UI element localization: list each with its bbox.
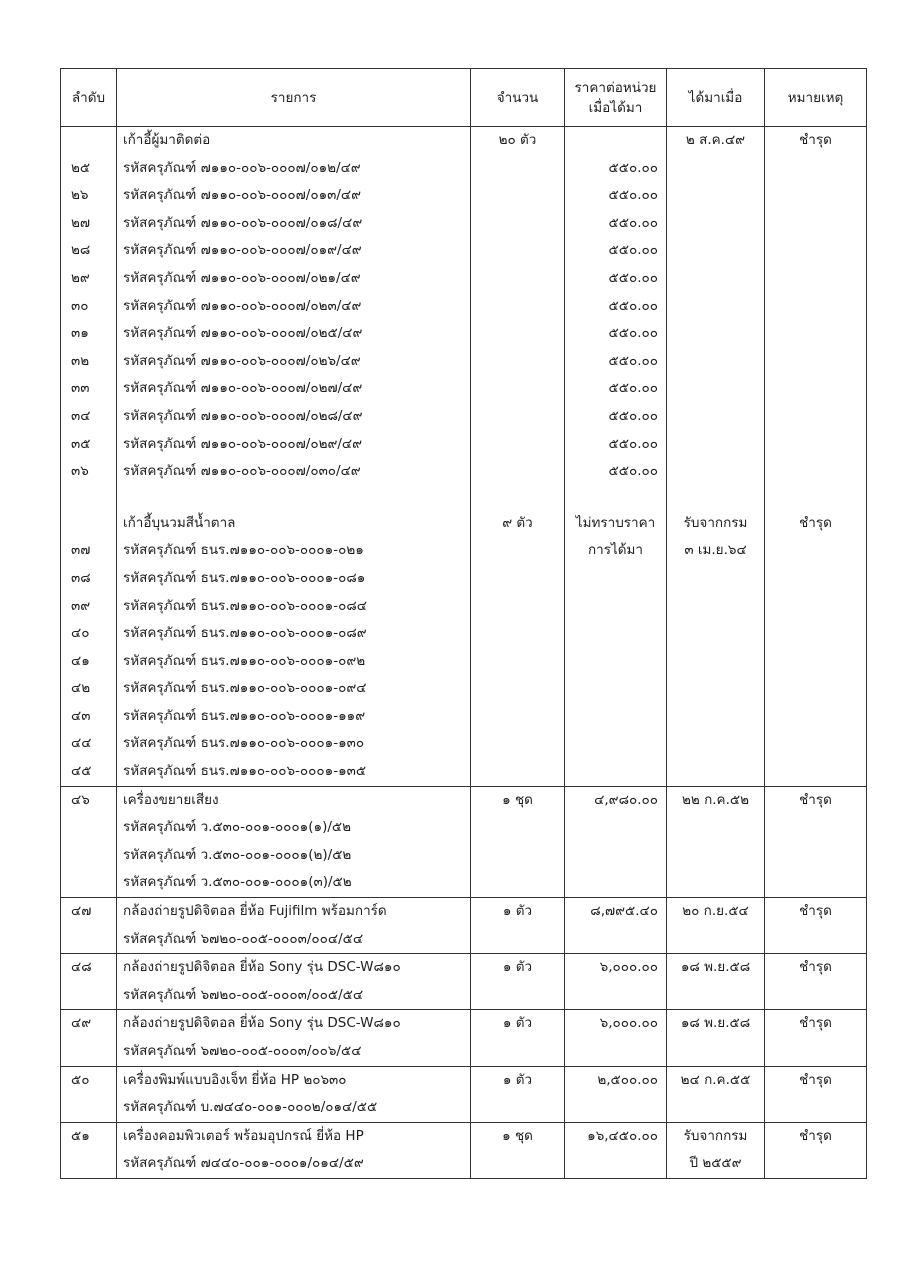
header-item: รายการ (117, 69, 471, 127)
item-description-line: รหัสครุภัณฑ์ ๗๑๑๐-๐๐๖-๐๐๐๗/๐๑๓/๔๙ (123, 187, 362, 204)
row-number-line: ๓๗ (71, 542, 91, 559)
unit-price-line: ๔,๙๘๐.๐๐ (594, 791, 658, 808)
remark-cell (765, 127, 867, 510)
acquired-date-cell (667, 1010, 765, 1066)
quantity-cell (471, 1010, 565, 1066)
item-description-line: รหัสครุภัณฑ์ ๗๑๑๐-๐๐๖-๐๐๐๗/๐๒๘/๔๙ (123, 407, 363, 424)
unit-price-line: ๖,๐๐๐.๐๐ (599, 1015, 658, 1032)
acquired-date-line: ๑๘ พ.ย.๕๘ (680, 1015, 751, 1032)
row-number-line: ๔๘ (71, 959, 92, 976)
row-number-line: ๕๐ (71, 1071, 90, 1088)
row-number-line (61, 510, 116, 538)
unit-price-line: ๑๖,๔๕๐.๐๐ (587, 1127, 658, 1144)
remark-cell (765, 1066, 867, 1122)
item-description-line: รหัสครุภัณฑ์ ธนร.๗๑๑๐-๐๐๖-๐๐๐๑-๐๙๒ (123, 652, 366, 669)
unit-price-cell (565, 1066, 667, 1122)
inventory-table (60, 68, 867, 1179)
remark-cell (765, 1122, 867, 1178)
item-description-line: รหัสครุภัณฑ์ ว.๕๓๐-๐๐๑-๐๐๐๑(๓)/๕๒ (123, 874, 352, 891)
unit-price-line: ๕๕๐.๐๐ (608, 187, 658, 204)
item-description-line: รหัสครุภัณฑ์ บ.๗๔๔๐-๐๐๑-๐๐๐๒/๐๑๔/๕๕ (123, 1099, 378, 1116)
unit-price-line: ๕๕๐.๐๐ (608, 463, 658, 480)
quantity-cell (471, 1122, 565, 1178)
row-number-line: ๒๙ (71, 269, 90, 286)
item-description-line: รหัสครุภัณฑ์ ๖๗๒๐-๐๐๕-๐๐๐๓/๐๐๕/๕๔ (123, 986, 364, 1003)
acquired-date-cell (667, 954, 765, 1010)
item-description-line: รหัสครุภัณฑ์ ๗๑๑๐-๐๐๖-๐๐๐๗/๐๒๙/๔๙ (123, 435, 363, 452)
header-price-line1: ราคาต่อหน่วย (574, 79, 657, 96)
unit-price-cell (565, 898, 667, 954)
table-row (61, 954, 867, 1010)
item-description-cell (117, 1010, 471, 1066)
remark-cell (765, 898, 867, 954)
quantity-line: ๑ ตัว (502, 959, 533, 976)
remark-line: ชำรุด (799, 1015, 832, 1032)
row-number-line: ๔๒ (71, 680, 91, 697)
table-row (61, 1066, 867, 1122)
acquired-date-line: ๑๘ พ.ย.๕๘ (680, 959, 751, 976)
row-number-cell (61, 786, 117, 897)
unit-price-line: ๕๕๐.๐๐ (608, 242, 658, 259)
item-description-cell (117, 786, 471, 897)
unit-price-line: ๕๕๐.๐๐ (608, 159, 658, 176)
item-description-cell (117, 954, 471, 1010)
item-description-cell (117, 1122, 471, 1178)
unit-price-cell (565, 1122, 667, 1178)
remark-cell (765, 1010, 867, 1066)
quantity-line: ๑ ตัว (502, 1071, 533, 1088)
row-number-line: ๓๓ (71, 380, 90, 397)
remark-line: ชำรุด (799, 1071, 832, 1088)
row-number-line: ๔๖ (71, 791, 90, 808)
unit-price-cell (565, 510, 667, 786)
item-description-line: รหัสครุภัณฑ์ ธนร.๗๑๑๐-๐๐๖-๐๐๐๑-๑๓๕ (123, 763, 367, 780)
item-description-cell (117, 127, 471, 510)
quantity-line: ๒๐ ตัว (498, 132, 537, 148)
unit-price-line: ๕๕๐.๐๐ (608, 269, 658, 286)
table-body (61, 127, 867, 1179)
quantity-cell (471, 954, 565, 1010)
table-row (61, 127, 867, 510)
row-number-cell (61, 1122, 117, 1178)
quantity-cell (471, 510, 565, 786)
acquired-date-line: ๒๒ ก.ค.๕๒ (682, 791, 749, 808)
item-description-line: รหัสครุภัณฑ์ ธนร.๗๑๑๐-๐๐๖-๐๐๐๑-๐๘๑ (123, 569, 366, 586)
row-number-cell (61, 1010, 117, 1066)
row-number-cell (61, 510, 117, 786)
unit-price-line: ๘,๗๙๕.๔๐ (590, 903, 658, 920)
item-description-line: กล้องถ่ายรูปดิจิตอล ยี่ห้อ Sony รุ่น DSC-W๘๑๐ (123, 959, 401, 976)
row-number-line: ๔๑ (71, 652, 90, 669)
row-number-line: ๔๗ (71, 903, 92, 920)
row-number-line (61, 127, 116, 155)
remark-line: ชำรุด (799, 959, 832, 976)
row-number-line: ๔๙ (71, 1015, 92, 1032)
acquired-date-cell (667, 1066, 765, 1122)
remark-cell (765, 954, 867, 1010)
item-description-line: รหัสครุภัณฑ์ ว.๕๓๐-๐๐๑-๐๐๐๑(๑)/๕๒ (123, 819, 351, 836)
remark-cell (765, 786, 867, 897)
header-date: ได้มาเมื่อ (667, 69, 765, 127)
unit-price-line: ๒,๕๐๐.๐๐ (597, 1071, 658, 1088)
item-description-line: รหัสครุภัณฑ์ ๗๑๑๐-๐๐๖-๐๐๐๗/๐๒๑/๔๙ (123, 269, 361, 286)
row-number-line: ๓๒ (71, 352, 90, 369)
quantity-line: ๑ ชุด (502, 791, 533, 808)
item-description-cell (117, 510, 471, 786)
item-description-line: รหัสครุภัณฑ์ ๗๑๑๐-๐๐๖-๐๐๐๗/๐๑๙/๔๙ (123, 242, 362, 259)
row-number-cell (61, 954, 117, 1010)
item-description-line: เครื่องขยายเสียง (123, 791, 219, 808)
acquired-date-cell (667, 510, 765, 786)
row-number-cell (61, 898, 117, 954)
acquired-date-line: ๒ ส.ค.๔๙ (685, 132, 746, 148)
item-description-line: รหัสครุภัณฑ์ ๗๑๑๐-๐๐๖-๐๐๐๗/๐๒๗/๔๙ (123, 380, 363, 397)
header-no: ลำดับ (61, 69, 117, 127)
row-number-line: ๒๖ (71, 187, 89, 204)
acquired-date-cell (667, 898, 765, 954)
row-number-cell (61, 127, 117, 510)
unit-price-line: ไม่ทราบราคา (575, 514, 656, 531)
acquired-date-line: ปี ๒๕๕๙ (689, 1155, 742, 1172)
blank-spacer (117, 486, 470, 510)
item-description-line: กล้องถ่ายรูปดิจิตอล ยี่ห้อ Fujifilm พร้อมการ์ด (123, 903, 387, 920)
quantity-cell (471, 898, 565, 954)
item-description-line: เก้าอี้ผู้มาติดต่อ (123, 132, 211, 148)
unit-price-cell (565, 954, 667, 1010)
unit-price-line: ๕๕๐.๐๐ (608, 214, 658, 231)
acquired-date-line: รับจากกรม (683, 514, 748, 531)
row-number-cell (61, 1066, 117, 1122)
item-description-line: รหัสครุภัณฑ์ ๖๗๒๐-๐๐๕-๐๐๐๓/๐๐๔/๕๔ (123, 930, 364, 947)
table-row (61, 1122, 867, 1178)
quantity-cell (471, 1066, 565, 1122)
row-number-line: ๓๑ (71, 325, 89, 342)
item-description-line: รหัสครุภัณฑ์ ๗๑๑๐-๐๐๖-๐๐๐๗/๐๑๒/๔๙ (123, 159, 361, 176)
item-description-line: รหัสครุภัณฑ์ ๗๑๑๐-๐๐๖-๐๐๐๗/๐๒๓/๔๙ (123, 297, 362, 314)
acquired-date-cell (667, 127, 765, 510)
quantity-line: ๑ ตัว (502, 903, 533, 920)
unit-price-line (565, 127, 666, 155)
unit-price-cell (565, 1010, 667, 1066)
table-row (61, 786, 867, 897)
header-qty: จำนวน (471, 69, 565, 127)
row-number-line: ๔๓ (71, 707, 91, 724)
item-description-cell (117, 1066, 471, 1122)
item-description-line: รหัสครุภัณฑ์ ๗๑๑๐-๐๐๖-๐๐๐๗/๐๒๖/๔๙ (123, 352, 361, 369)
unit-price-line: การได้มา (587, 542, 644, 559)
row-number-line: ๔๐ (71, 625, 90, 642)
row-number-line: ๓๙ (71, 597, 91, 614)
row-number-line: ๓๔ (71, 407, 91, 424)
item-description-line: เครื่องพิมพ์แบบอิงเจ็ท ยี่ห้อ HP ๒๐๖๓๐ (123, 1071, 347, 1088)
row-number-line: ๒๗ (71, 214, 91, 231)
row-number-line: ๒๕ (71, 159, 91, 176)
unit-price-line: ๕๕๐.๐๐ (608, 325, 658, 342)
remark-line: ชำรุด (799, 132, 832, 148)
quantity-cell (471, 127, 565, 510)
item-description-line: เก้าอี้บุนวมสีน้ำตาล (123, 514, 236, 531)
unit-price-line: ๖,๐๐๐.๐๐ (599, 959, 658, 976)
acquired-date-line: ๒๔ ก.ค.๕๕ (680, 1071, 751, 1088)
header-price-line2: เมื่อได้มา (588, 99, 643, 116)
unit-price-line: ๕๕๐.๐๐ (608, 407, 658, 424)
acquired-date-line: รับจากกรม (683, 1127, 748, 1144)
item-description-line: รหัสครุภัณฑ์ ธนร.๗๑๑๐-๐๐๖-๐๐๐๑-๐๒๑ (123, 542, 364, 559)
remark-line: ชำรุด (799, 514, 832, 531)
row-number-line: ๓๖ (71, 463, 89, 480)
header-price (565, 69, 667, 127)
quantity-line: ๑ ตัว (502, 1015, 533, 1032)
table-row (61, 1010, 867, 1066)
item-description-cell (117, 898, 471, 954)
item-description-line: รหัสครุภัณฑ์ ๗๑๑๐-๐๐๖-๐๐๐๗/๐๓๐/๔๙ (123, 463, 361, 480)
row-number-line: ๔๔ (71, 735, 92, 752)
item-description-line: รหัสครุภัณฑ์ ธนร.๗๑๑๐-๐๐๖-๐๐๐๑-๐๘๙ (123, 625, 367, 642)
acquired-date-line: ๓ เม.ย.๖๔ (684, 542, 747, 559)
unit-price-line: ๕๕๐.๐๐ (608, 297, 658, 314)
item-description-line: รหัสครุภัณฑ์ ๗๔๔๐-๐๐๑-๐๐๐๑/๐๑๔/๕๙ (123, 1155, 364, 1172)
remark-cell (765, 510, 867, 786)
header-note: หมายเหตุ (765, 69, 867, 127)
unit-price-cell (565, 127, 667, 510)
item-description-line: รหัสครุภัณฑ์ ๗๑๑๐-๐๐๖-๐๐๐๗/๐๑๘/๔๙ (123, 214, 363, 231)
quantity-line: ๑ ชุด (502, 1127, 533, 1144)
unit-price-cell (565, 786, 667, 897)
unit-price-line: ๕๕๐.๐๐ (608, 352, 658, 369)
row-number-line: ๕๑ (71, 1127, 90, 1144)
row-number-line: ๓๐ (71, 297, 89, 314)
quantity-cell (471, 786, 565, 897)
row-number-line: ๓๕ (71, 435, 91, 452)
row-number-line: ๒๘ (71, 242, 91, 259)
quantity-line: ๙ ตัว (502, 514, 533, 531)
table-row (61, 510, 867, 786)
unit-price-line: ๕๕๐.๐๐ (608, 380, 658, 397)
item-description-line: รหัสครุภัณฑ์ ธนร.๗๑๑๐-๐๐๖-๐๐๐๑-๐๘๔ (123, 597, 367, 614)
unit-price-line: ๕๕๐.๐๐ (608, 435, 658, 452)
acquired-date-line: ๒๐ ก.ย.๕๔ (682, 903, 749, 920)
acquired-date-cell (667, 1122, 765, 1178)
remark-line: ชำรุด (799, 791, 832, 808)
row-number-line: ๔๕ (71, 763, 92, 780)
row-number-line: ๓๘ (71, 569, 91, 586)
item-description-line: รหัสครุภัณฑ์ ว.๕๓๐-๐๐๑-๐๐๐๑(๒)/๕๒ (123, 846, 352, 863)
item-description-line: รหัสครุภัณฑ์ ธนร.๗๑๑๐-๐๐๖-๐๐๐๑-๐๙๔ (123, 680, 367, 697)
item-description-line: กล้องถ่ายรูปดิจิตอล ยี่ห้อ Sony รุ่น DSC-W๘๑๐ (123, 1015, 401, 1032)
item-description-line: รหัสครุภัณฑ์ ธนร.๗๑๑๐-๐๐๖-๐๐๐๑-๑๑๙ (123, 707, 366, 724)
item-description-line: เครื่องคอมพิวเตอร์ พร้อมอุปกรณ์ ยี่ห้อ HP (123, 1127, 364, 1144)
remark-line: ชำรุด (799, 1127, 832, 1144)
acquired-date-cell (667, 786, 765, 897)
header-row (61, 69, 867, 127)
remark-line: ชำรุด (799, 903, 832, 920)
table-row (61, 898, 867, 954)
item-description-line: รหัสครุภัณฑ์ ๖๗๒๐-๐๐๕-๐๐๐๓/๐๐๖/๕๔ (123, 1043, 362, 1059)
item-description-line: รหัสครุภัณฑ์ ๗๑๑๐-๐๐๖-๐๐๐๗/๐๒๕/๔๙ (123, 325, 363, 342)
item-description-line: รหัสครุภัณฑ์ ธนร.๗๑๑๐-๐๐๖-๐๐๐๑-๑๓๐ (123, 735, 365, 752)
